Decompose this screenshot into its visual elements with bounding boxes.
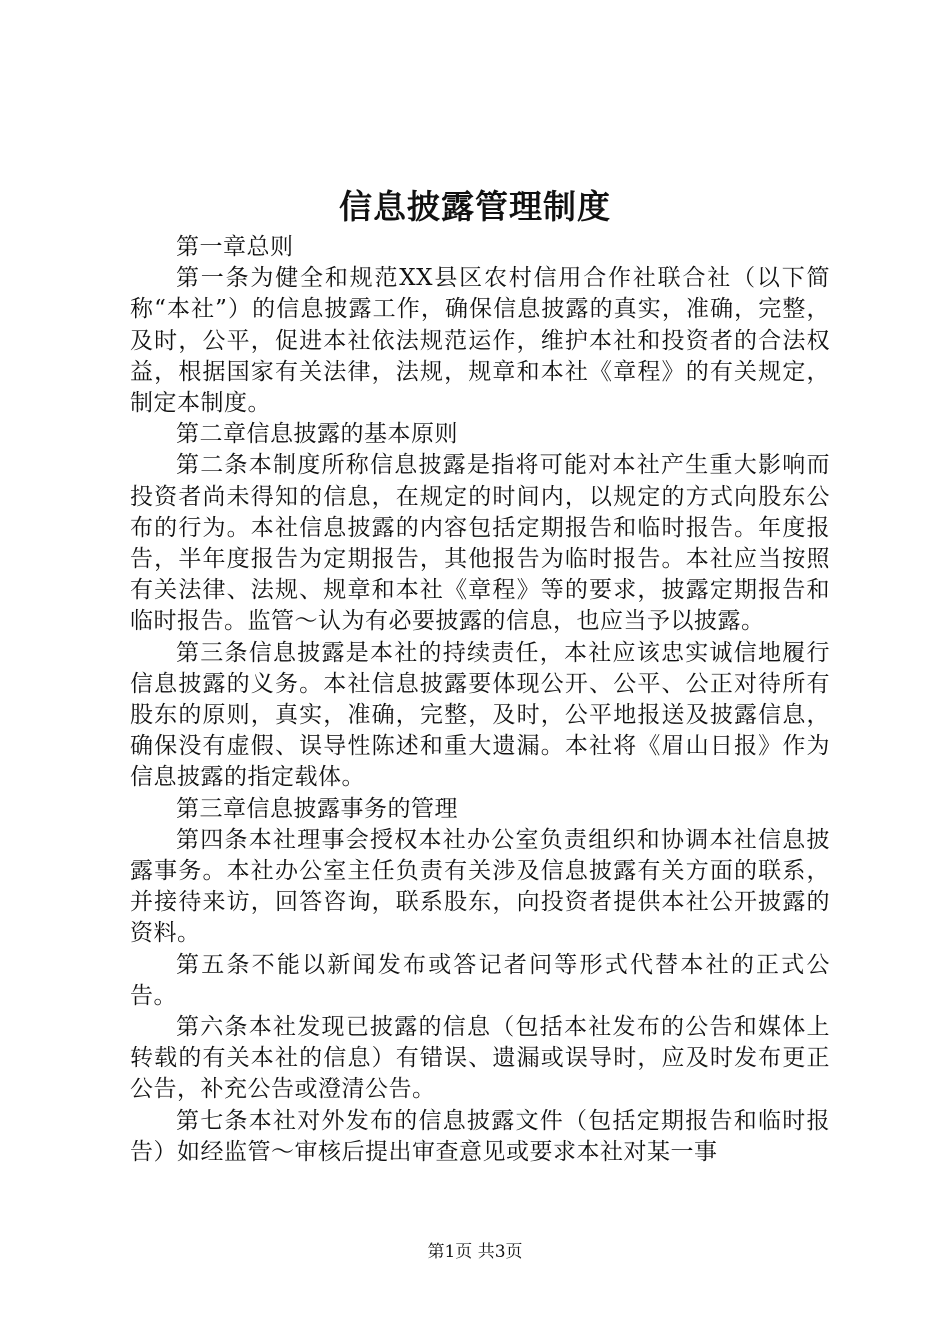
- page-footer: 第1页 共3页: [427, 1242, 523, 1262]
- article-paragraph: 第四条本社理事会授权本社办公室负责组织和协调本社信息披露事务。本社办公室主任负责有关涉及信息披露有关方面的联系，并接待来访，回答咨询，联系股东，向投资者提供本社公开披露的资料。: [130, 826, 830, 947]
- chapter-heading: 第二章信息披露的基本原则: [176, 421, 458, 448]
- article-paragraph: 第三条信息披露是本社的持续责任，本社应该忠实诚信地履行信息披露的义务。本社信息披露要体现公开、公平、公正对待所有股东的原则，真实，准确，完整，及时，公平地报送及披露信息，确保没有虚假、误导性陈述和重大遗漏。本社将《眉山日报》作为信息披露的指定载体。: [130, 639, 830, 791]
- chapter-heading: 第三章信息披露事务的管理: [176, 795, 458, 822]
- chapter-heading: 第一章总则: [176, 234, 294, 260]
- article-paragraph: 第六条本社发现已披露的信息（包括本社发布的公告和媒体上转载的有关本社的信息）有错误、遗漏或误导时，应及时发布更正公告，补充公告或澄清公告。: [130, 1014, 830, 1103]
- article-paragraph: 第五条不能以新闻发布或答记者问等形式代替本社的正式公告。: [130, 951, 830, 1009]
- article-paragraph: 第二条本制度所称信息披露是指将可能对本社产生重大影响而投资者尚未得知的信息，在规定的时间内，以规定的方式向股东公布的行为。本社信息披露的内容包括定期报告和临时报告。年度报告，半年度报告为定期报告，其他报告为临时报告。本社应当按照有关法律、法规、规章和本社《章程》等的要求，披露定期报告和临时报告。监管～认为有必要披露的信息，也应当予以披露。: [130, 452, 830, 635]
- document-body: [130, 232, 830, 1168]
- document-title: 信息披露管理制度: [339, 187, 611, 226]
- article-paragraph: 第一条为健全和规范XX县区农村信用合作社联合社（以下简称“本社”）的信息披露工作，确保信息披露的真实，准确，完整，及时，公平，促进本社依法规范运作，维护本社和投资者的合法权益，根据国家有关法律，法规，规章和本社《章程》的有关规定，制定本制度。: [130, 265, 830, 417]
- article-paragraph: 第七条本社对外发布的信息披露文件（包括定期报告和临时报告）如经监管～审核后提出审查意见或要求本社对某一事: [130, 1107, 830, 1165]
